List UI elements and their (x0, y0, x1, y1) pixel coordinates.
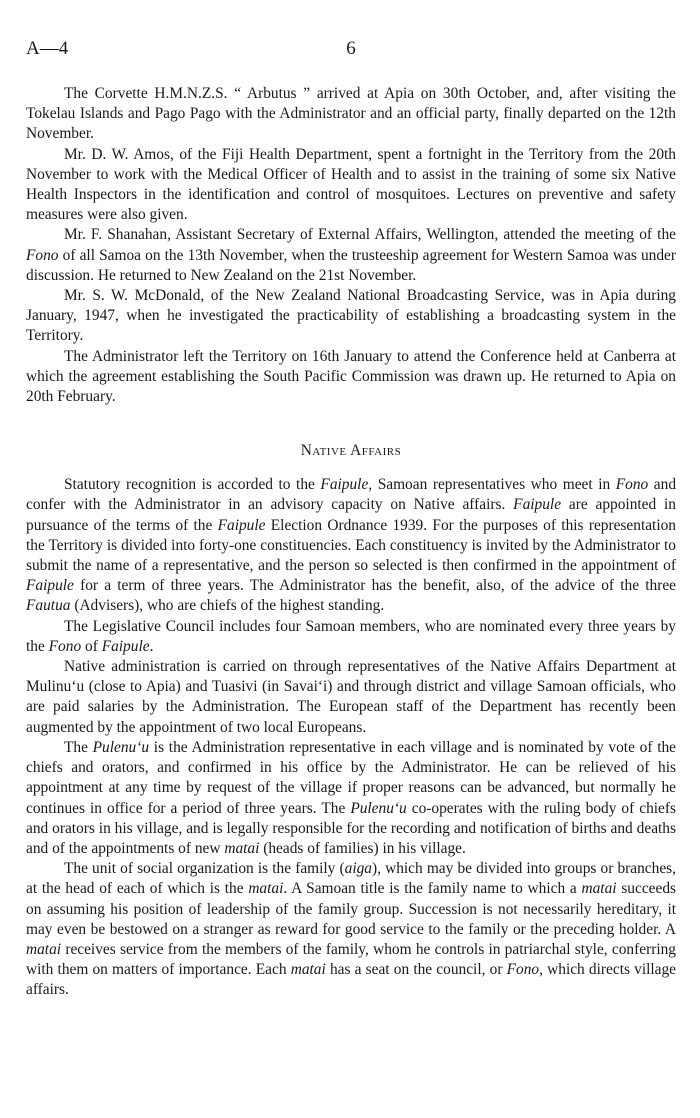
paragraph-text: Mr. F. Shanahan, Assistant Secretary of External Affairs, Wellington, attended the meeting of the (64, 226, 676, 244)
paragraph-text: is the Administration representative in each village and is nominated by vote of the chiefs and orators, and confirmed in his office by the Administrator. He can be relieved of his appointment at any time by request of the village if proper reasons can be advanced, but normally he continues in office for a period of three years. The (26, 738, 676, 817)
paragraph-text: . A Samoan title is the family name to which a (283, 880, 582, 898)
paragraph (26, 84, 676, 145)
paragraph (26, 738, 676, 859)
italic-term: Faipule (217, 516, 266, 534)
paragraph-text: Mr. S. W. McDonald, of the New Zealand National Broadcasting Service, was in Apia during January, 1947, when he investigated the practicability of establishing a broadcasting system in the Territory. (26, 287, 676, 345)
paragraph-text: ), which may be divided into groups or branches, at the head of each of which is the (26, 860, 676, 898)
paragraph-text: receives service from the members of the family, whom he controls in patriarchal style, conferring with them on matters of importance. Each (26, 940, 676, 979)
paragraph-text: The unit of social organization is the family ( (64, 860, 345, 878)
native-affairs-paragraphs (26, 475, 676, 1000)
page-body (26, 84, 676, 1001)
italic-term: Fono (615, 476, 649, 494)
italic-term: Pulenu‘u (92, 738, 150, 756)
italic-term: Faipule (101, 637, 150, 655)
italic-term: Faipule (513, 496, 562, 514)
paragraph (26, 145, 676, 226)
italic-term: Fono, (506, 961, 543, 979)
italic-term: Faipule, (320, 476, 373, 494)
paragraph-text: (Advisers), who are chiefs of the highest standing. (70, 597, 385, 615)
italic-term: aiga (344, 860, 372, 878)
paragraph (26, 347, 676, 408)
italic-term: Fautua (26, 597, 71, 615)
italic-term: matai (224, 839, 260, 857)
italic-term: Pulenu‘u (350, 799, 407, 817)
paragraph (26, 859, 676, 1000)
paragraph-text: co-operates with the ruling body of chiefs and orators in his village, and is legally responsible for the recording and notification of births and deaths and of the appointments of new (26, 799, 677, 857)
paragraph-text: Mr. D. W. Amos, of the Fiji Health Department, spent a fortnight in the Territory from the 20th November to work with the Medical Officer of Health and to assist in the training of some six Native Health Inspectors in the identification and control of mosquitoes. Lectures on preventive and safety measures were also given. (26, 145, 676, 224)
paragraph-text: of all Samoa on the 13th November, when the trusteeship agreement for Western Samoa was under discussion. He returned to New Zealand on the 21st November. (26, 246, 676, 284)
paragraph-text: The Legislative Council includes four Samoan members, who are nominated every three years by the (26, 617, 676, 655)
paragraph (26, 225, 676, 286)
italic-term: matai (26, 940, 62, 958)
italic-term: matai (581, 880, 617, 898)
paragraph-text: Native administration is carried on through representatives of the Native Affairs Department at Mulinu‘u (close to Apia) and Tuasivi (in Savai‘i) and through district and village Samoan officials, who are paid salaries by the Administration. The European staff of the Department has recently been augmented by the appointment of two local Europeans. (26, 658, 676, 736)
paragraph (26, 475, 676, 616)
paragraph-text: succeeds on assuming his position of leadership of the family group. Succession is not necessarily hereditary, it may even be bestowed on a stranger as reward for good service to the family or the preceding holder. A (26, 880, 677, 938)
italic-term: Faipule (26, 577, 74, 595)
paragraph-text: for a term of three years. The Administrator has the benefit, also, of the advice of the three (73, 577, 676, 595)
paragraph-text: Election Ordnance 1939. For the purposes of this representation the Territory is divided into forty-one constituencies. Each constituency is invited by the Administrator to submit the name of a representative, and the person so selected is then confirmed in the appointment of (26, 516, 676, 575)
page-header (26, 38, 676, 62)
paragraph-text: (heads of families) in his village. (259, 839, 466, 857)
italic-term: Fono (48, 637, 82, 655)
paragraph-text: The (64, 738, 93, 756)
paragraph (26, 286, 676, 347)
italic-term: matai (248, 880, 284, 898)
paragraph (26, 617, 676, 657)
page-number: 6 (346, 38, 356, 59)
section-heading-native-affairs: Native Affairs (300, 442, 402, 460)
paragraph-text: has a seat on the council, or (325, 961, 507, 979)
paragraph-text: Samoan representatives who meet in (372, 476, 616, 494)
paragraph-text: and confer with the Administrator in an advisory capacity on Native affairs. (26, 476, 677, 514)
paragraph-text: are appointed in pursuance of the terms of the (26, 496, 676, 534)
paragraph-text: which directs village affairs. (26, 961, 677, 999)
italic-term: Fono (26, 246, 59, 264)
document-reference: A—4 (26, 38, 69, 59)
intro-paragraphs (26, 84, 676, 407)
paragraph-text: Statutory recognition is accorded to the (64, 476, 321, 494)
paragraph-text: The Corvette H.M.N.Z.S. “ Arbutus ” arrived at Apia on 30th October, and, after visiting the Tokelau Islands and Pago Pago with the Administrator and an official party, finally departed on the 12th November. (26, 85, 676, 143)
paragraph-text: . (149, 637, 154, 655)
paragraph-text: The Administrator left the Territory on 16th January to attend the Conference held at Canberra at which the agreement establishing the South Pacific Commission was drawn up. He returned to Apia on 20th February. (26, 347, 676, 406)
italic-term: matai (290, 961, 326, 979)
paragraph (26, 657, 676, 738)
paragraph-text: of (81, 637, 102, 655)
